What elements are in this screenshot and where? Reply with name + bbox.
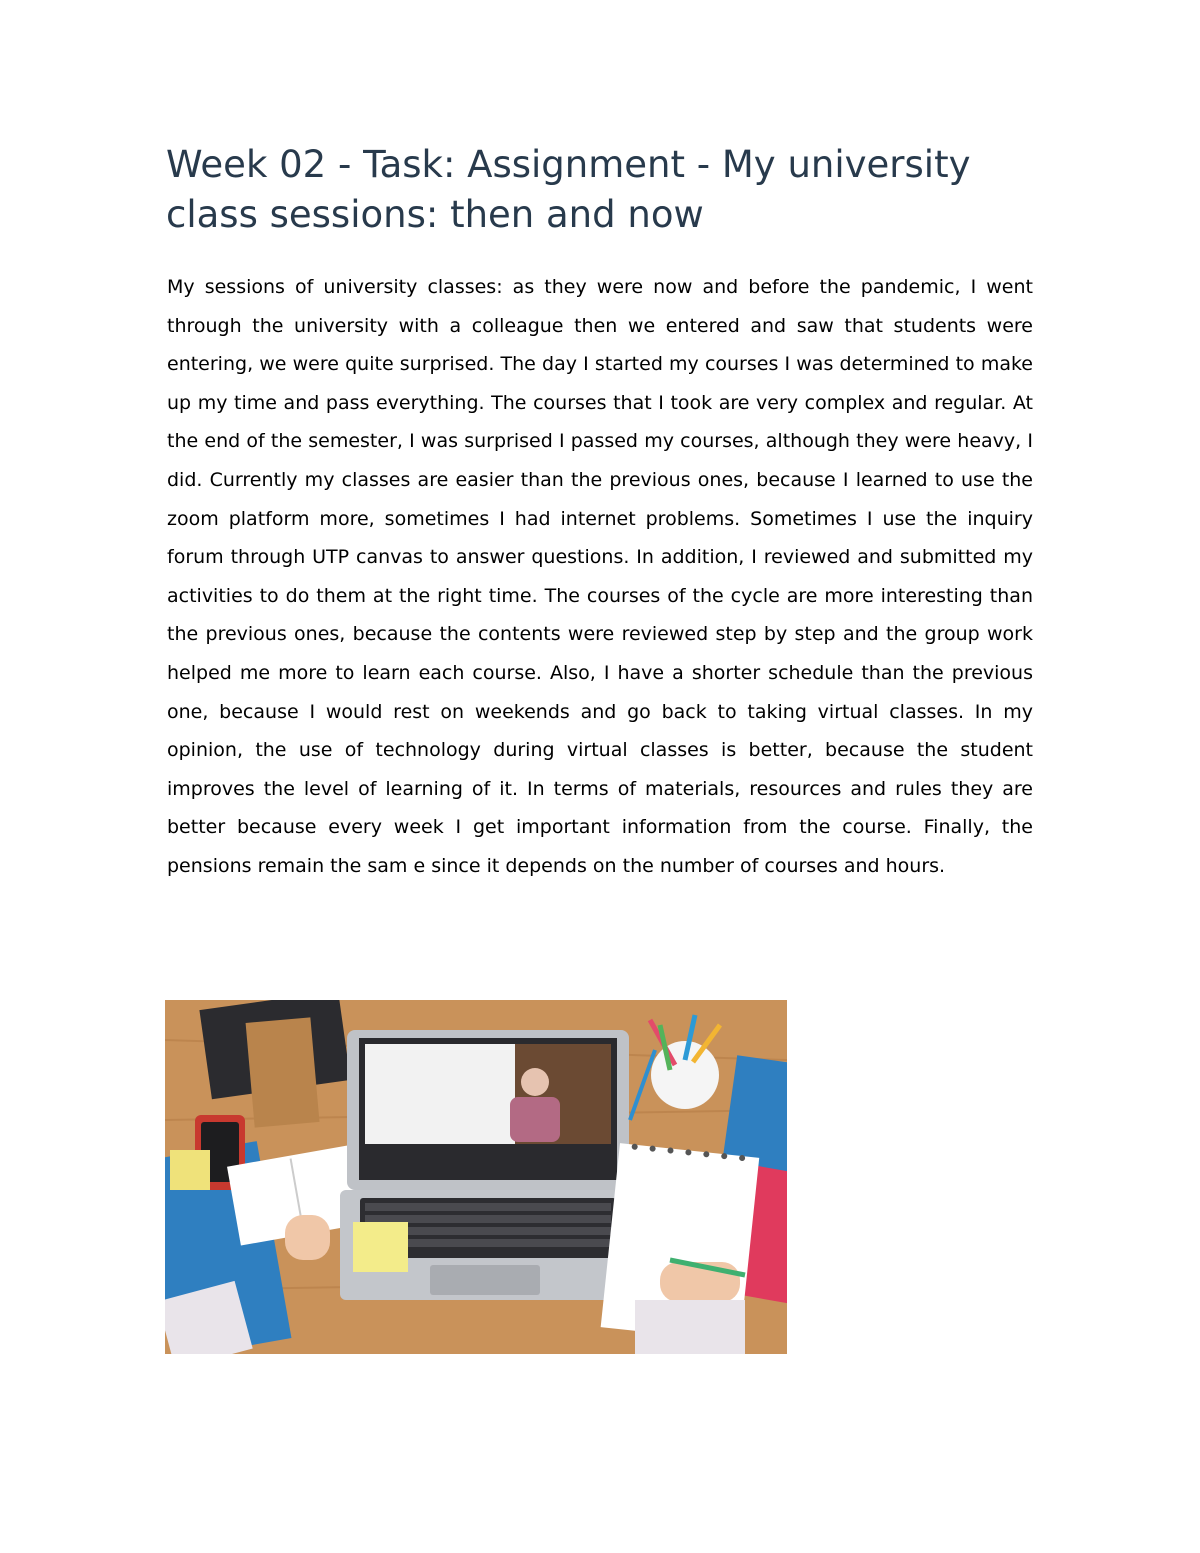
online-class-photo (165, 1000, 787, 1354)
document-body-paragraph: My sessions of university classes: as they were now and before the pandemic, I went through the university with a colleague then we entered and saw that students were entering, we were quite surprised. The day I started my courses I was determined to make up my time and pass everything. The courses that I took are very complex and regular. At the end of the semester, I was surprised I passed my courses, although they were heavy, I did. Currently my classes are easier than the previous ones, because I learned to use the zoom platform more, sometimes I had internet problems. Sometimes I use the inquiry forum through UTP canvas to answer questions. In addition, I reviewed and submitted my activities to do them at the right time. The courses of the cycle are more interesting than the previous ones, because the contents were reviewed step by step and the group work helped me more to learn each course. Also, I have a shorter schedule than the previous one, because I would rest on weekends and go back to taking virtual classes. In my opinion, the use of technology during virtual classes is better, because the student improves the level of learning of it. In terms of materials, resources and rules they are better because every week I get important information from the course. Finally, the pensions remain the sam e since it depends on the number of courses and hours. (167, 276, 1033, 877)
document-title: Week 02 - Task: Assignment - My university class sessions: then and now (166, 143, 971, 236)
